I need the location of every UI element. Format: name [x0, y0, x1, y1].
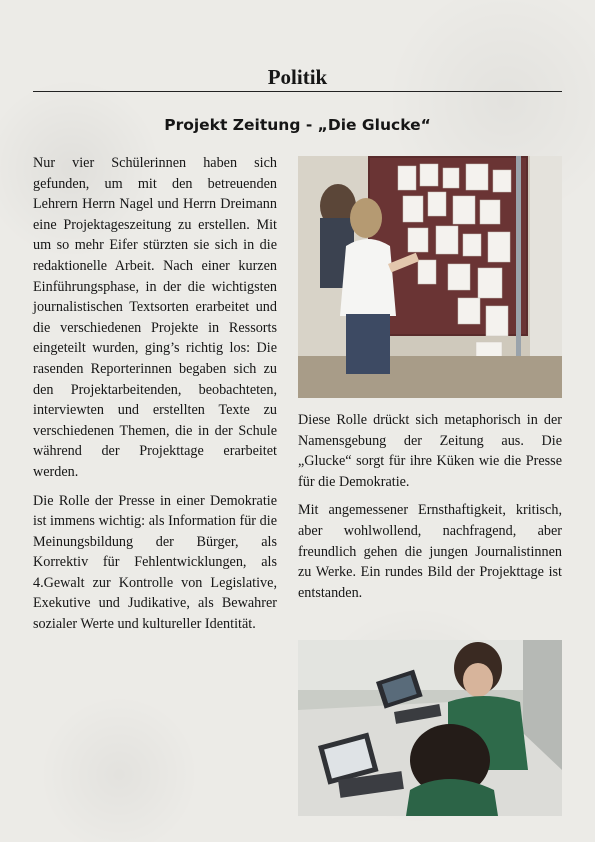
paragraph-journalists: Mit angemessener Ernsthaftigkeit, kritisch, aber wohlwollend, nachfragend, aber freundlich gehen die jungen Journalistinnen zu Werke. Ein rundes Bild der Projekttage ist entstanden.: [298, 502, 562, 601]
photo-pinboard-students: [298, 156, 562, 398]
paragraph-intro: Nur vier Schülerinnen haben sich gefunden, um mit den betreuenden Lehrern Herrn Nagel und Herrn Dreimann eine Projektageszeitung zu erstellen. Mit um so mehr Eifer stürzten sie sich in die redaktionelle Arbeit. Nach einer kurzen Einführungsphase, in der die wichtigsten journalistischen Textsorten erarbeitet und die verschiedenen Projekte in Ressorts eingeteilt wurden, ging’s richtig los: Die rasenden Reporterinnen begaben sich zu den Projektarbeitenden, beobachteten, interviewten und erstellten Texte zu verschiedenen Themen, die in der Schule während der Projekttage erarbeitet werden.: [33, 155, 277, 480]
header-rule: [33, 91, 562, 92]
right-text-column: [298, 410, 562, 611]
section-title: Politik: [267, 65, 328, 89]
paragraph-metaphor: Diese Rolle drückt sich metaphorisch in der Namensgebung der Zeitung aus. Die „Glucke“ sorgt für ihre Küken wie die Presse für die Demokratie.: [298, 412, 562, 490]
left-text-column: [33, 153, 277, 643]
paragraph-press-role: Die Rolle der Presse in einer Demokratie ist immens wichtig: als Information für die Meinungsbildung der Bürger, als Korrektiv für Fehlentwicklungen, als 4.Gewalt zur Kontrolle von Legislative, Exekutive und Judikative, als Bewahrer sozialer Werte und kultureller Identität.: [33, 492, 277, 633]
article-headline: Projekt Zeitung - „Die Glucke“: [164, 116, 431, 134]
photo-students-tablets: [298, 640, 562, 816]
